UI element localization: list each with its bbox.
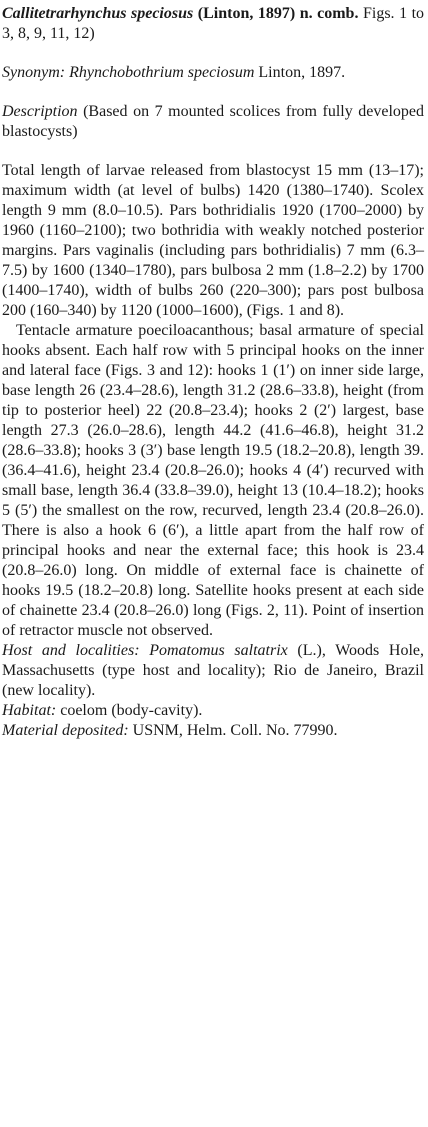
synonym-label: Synonym: — [2, 64, 66, 81]
description-label: Description — [2, 103, 78, 120]
species-authority: (Linton, 1897) n. comb. — [197, 5, 359, 22]
document-page — [0, 4, 428, 1127]
material-value: USNM, Helm. Coll. No. 77990. — [132, 722, 338, 739]
material-paragraph — [2, 721, 424, 741]
host-paragraph — [2, 641, 424, 701]
habitat-paragraph — [2, 701, 424, 721]
species-heading — [2, 4, 424, 44]
host-species: Pomatomus saltatrix — [149, 642, 288, 659]
armature-paragraph: Tentacle armature poeciloacanthous; basal armature of special hooks absent. Each half row with 5 principal hooks on the inner and lateral face (Figs. 3 and 12): hooks 1 (1′) on inner side large, base length 26 (23.4–28.6), length 31.2 (28.6–33.8), height (from tip to posterior heel) 22 (20.8–23.4); hooks 2 (2′) largest, base length 27.3 (26.0–28.6), length 44.2 (41.6–46.8), height 31.2 (28.6–33.8); hooks 3 (3′) base length 19.5 (18.2–20.8), length 39. (36.4–41.6), height 23.4 (20.8–26.0); hooks 4 (4′) recurved with small base, length 36.4 (33.8–39.0), height 13 (10.4–18.2); hooks 5 (5′) the smallest on the row, recurved, length 23.4 (20.8–26.0). There is also a hook 6 (6′), a little apart from the half row of principal hooks and near the external face; this hook is 23.4 (20.8–26.0) long. On middle of external face is chainette of hooks 19.5 (18.2–20.8) long. Satellite hooks present at each side of chainette 23.4 (20.8–26.0) long (Figs. 2, 11). Point of insertion of retractor muscle not observed. — [2, 322, 424, 639]
habitat-label: Habitat: — [2, 702, 57, 719]
description-paragraph — [2, 102, 424, 142]
synonym-name: Rhynchobothrium speciosum — [69, 64, 255, 81]
species-name: Callitetrarhynchus speciosus — [2, 5, 194, 22]
host-localities: (L.), Woods Hole, Massachusetts (type host and locality); Rio de Janeiro, Brazil (new locality). — [2, 642, 424, 699]
measurements-paragraph: Total length of larvae released from blastocyst 15 mm (13–17); maximum width (at level of bulbs) 1420 (1380–1740). Scolex length 9 mm (8.0–10.5). Pars bothridialis 1920 (1700–2000) by 1960 (1160–2100); two bothridia with weakly notched posterior margins. Pars vaginalis (including pars bothridialis) 7 mm (6.3–7.5) by 1600 (1340–1780), pars bulbosa 2 mm (1.8–2.2) by 1700 (1400–1740), width of bulbs 260 (220–300); pars post bulbosa 200 (160–340) by 1120 (1000–1600), (Figs. 1 and 8). — [2, 162, 424, 319]
material-label: Material deposited: — [2, 722, 129, 739]
species-figure-refs: Figs. 1 to 3, 8, 9, 11, 12) — [2, 5, 425, 42]
habitat-value: coelom (body-cavity). — [60, 702, 203, 719]
synonym-paragraph — [2, 63, 424, 83]
description-basis: (Based on 7 mounted scolices from fully developed blastocysts) — [2, 103, 425, 140]
host-label: Host and localities: — [2, 642, 140, 659]
synonym-authority: Linton, 1897. — [258, 64, 346, 81]
